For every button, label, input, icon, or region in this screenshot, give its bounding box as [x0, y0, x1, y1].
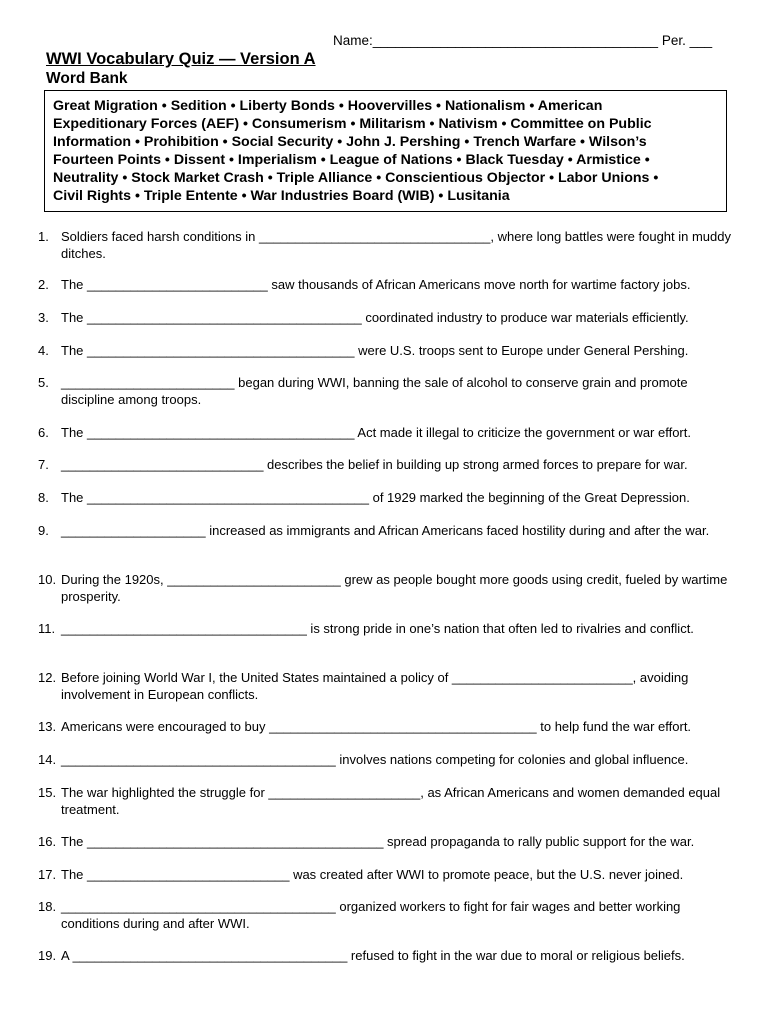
question-number: 19. — [38, 948, 57, 963]
word-bank-line: Civil Rights • Triple Entente • War Industries Board (WIB) • Lusitania — [53, 188, 510, 204]
question-text: ________________________ began during WWI, banning the sale of alcohol to conserve grain and promote discipline among troops. — [61, 375, 688, 407]
question-number: 11. — [38, 621, 56, 636]
question-1 — [38, 229, 738, 262]
word-bank-line: Neutrality • Stock Market Crash • Triple Alliance • Conscientious Objector • Labor Unions • — [53, 170, 659, 186]
question-number: 9. — [38, 523, 49, 538]
question-text: ____________________________ describes the belief in building up strong armed forces to prepare for war. — [61, 457, 688, 472]
quiz-title: WWI Vocabulary Quiz — Version A — [46, 50, 316, 68]
question-19 — [38, 948, 738, 965]
question-5 — [38, 375, 738, 408]
word-bank-line: Expeditionary Forces (AEF) • Consumerism • Militarism • Nativism • Committee on Public — [53, 116, 652, 132]
question-number: 3. — [38, 310, 49, 325]
question-9 — [38, 523, 738, 540]
question-text: The war highlighted the struggle for _____________________, as African Americans and women demanded equal treatment. — [61, 785, 721, 817]
question-number: 1. — [38, 229, 49, 244]
question-text: ______________________________________ involves nations competing for colonies and global influence. — [61, 752, 689, 767]
question-11 — [38, 621, 738, 638]
question-text: The ______________________________________ coordinated industry to produce war materials efficiently. — [61, 310, 689, 325]
question-text: Soldiers faced harsh conditions in ________________________________, where long battles were fought in muddy ditches. — [61, 229, 732, 261]
question-number: 4. — [38, 343, 49, 358]
question-4 — [38, 343, 738, 360]
question-text: The _________________________________________ spread propaganda to rally public support for the war. — [61, 834, 695, 849]
question-14 — [38, 752, 738, 769]
question-number: 2. — [38, 277, 49, 292]
question-8 — [38, 490, 738, 507]
question-12 — [38, 670, 738, 703]
question-2 — [38, 277, 738, 294]
question-number: 12. — [38, 670, 57, 685]
question-text: The _____________________________________ were U.S. troops sent to Europe under General Pershing. — [61, 343, 689, 358]
question-18 — [38, 899, 738, 932]
question-text: __________________________________ is strong pride in one’s nation that often led to rivalries and conflict. — [61, 621, 694, 636]
question-number: 6. — [38, 425, 49, 440]
question-16 — [38, 834, 738, 851]
question-text: The ____________________________ was created after WWI to promote peace, but the U.S. never joined. — [61, 867, 684, 882]
word-bank-line: Information • Prohibition • Social Security • John J. Pershing • Trench Warfare • Wilson’s — [53, 134, 647, 150]
word-bank-heading: Word Bank — [46, 70, 128, 87]
question-text: During the 1920s, ________________________ grew as people bought more goods using credit, fueled by wartime prosperity. — [61, 572, 728, 604]
question-number: 17. — [38, 867, 57, 882]
question-number: 8. — [38, 490, 49, 505]
question-number: 13. — [38, 719, 57, 734]
question-13 — [38, 719, 738, 736]
word-bank-line: Great Migration • Sedition • Liberty Bonds • Hoovervilles • Nationalism • American — [53, 98, 603, 114]
question-number: 18. — [38, 899, 57, 914]
question-10 — [38, 572, 738, 605]
question-text: Before joining World War I, the United States maintained a policy of _________________________, avoiding involvement in European conflicts. — [61, 670, 689, 702]
question-17 — [38, 867, 738, 884]
question-text: The _____________________________________ Act made it illegal to criticize the government or war effort. — [61, 425, 691, 440]
question-15 — [38, 785, 738, 818]
question-number: 5. — [38, 375, 49, 390]
question-number: 7. — [38, 457, 49, 472]
word-bank-line: Fourteen Points • Dissent • Imperialism • League of Nations • Black Tuesday • Armistice • — [53, 152, 650, 168]
question-text: The _______________________________________ of 1929 marked the beginning of the Great Depression. — [61, 490, 690, 505]
question-text: Americans were encouraged to buy _____________________________________ to help fund the war effort. — [61, 719, 692, 734]
question-6 — [38, 425, 738, 442]
word-bank-box — [44, 90, 727, 212]
question-number: 14. — [38, 752, 57, 767]
question-3 — [38, 310, 738, 327]
question-text: ____________________ increased as immigrants and African Americans faced hostility during and after the war. — [61, 523, 710, 538]
question-7 — [38, 457, 738, 474]
question-number: 15. — [38, 785, 57, 800]
question-text: ______________________________________ organized workers to fight for fair wages and better working conditions during and after WWI. — [61, 899, 681, 931]
question-text: A ______________________________________ refused to fight in the war due to moral or religious beliefs. — [61, 948, 685, 963]
name-period-line: Name:______________________________________ Per. ___ — [333, 33, 713, 48]
question-number: 10. — [38, 572, 57, 587]
question-text: The _________________________ saw thousands of African Americans move north for wartime factory jobs. — [61, 277, 691, 292]
question-number: 16. — [38, 834, 57, 849]
